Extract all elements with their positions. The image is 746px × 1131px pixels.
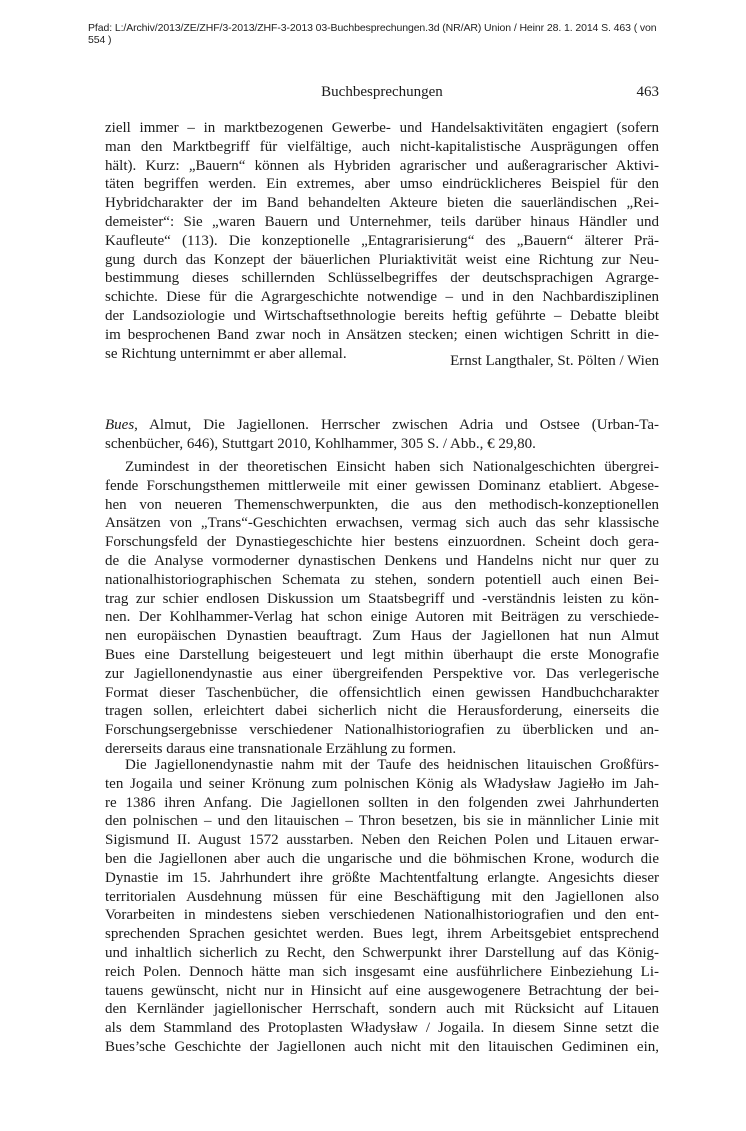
text-line: hen von neueren Themenschwerpunkten, die aus den methodisch-konzeptionellen — [105, 496, 659, 513]
text-line: Format dieser Taschenbücher, die offensichtlich einen gewissen Handbuchcharakter — [105, 684, 659, 701]
page-number: 463 — [636, 84, 659, 100]
running-head — [105, 84, 659, 104]
text-line: den Kernländer jagiellonischer Herrschaft, sondern auch mit Rücksicht auf Litauen — [105, 1001, 659, 1018]
text-line: Bues eine Darstellung beigesteuert und legt mithin überhaupt die erste Monografie — [105, 646, 659, 663]
paragraph — [105, 756, 659, 1057]
text-line: re 1386 ihren Anfang. Die Jagiellonen sollten in den folgenden zwei Jahrhunderten — [105, 794, 659, 811]
text-line: schichte. Diese für die Agrargeschichte notwendige – und in den Nachbardisziplinen — [105, 289, 659, 306]
review-paragraph-intro — [105, 458, 659, 759]
text-line: zur Jagiellonendynastie aus einer übergreifenden Perspektive vor. Das verlegerische — [105, 665, 659, 682]
text-line: Hybridcharakter der im Band behandelten Akteure bieten die sauerländischen „Rei- — [105, 195, 659, 212]
author-surname: Bues — [105, 417, 135, 433]
text-line: se Richtung unternimmt er aber allemal. — [105, 345, 347, 362]
text-line: Forschungsfeld der Dynastiegeschichte hier bestens einzuordnen. Scheint doch gera- — [105, 534, 659, 551]
paragraph — [105, 119, 659, 363]
review-bibliographic-heading — [105, 416, 659, 454]
text-line: Die Jagiellonendynastie nahm mit der Taufe des heidnischen litauischen Großfürs- — [125, 757, 659, 773]
text-line: Sigismund II. August 1572 ausstarben. Neben den Reichen Polen und Litauen erwar- — [105, 832, 659, 849]
paragraph — [105, 416, 659, 454]
text-line: demeister“: Sie „waren Bauern und Unternehmer, teils darüber hinaus Händler und — [105, 213, 659, 230]
reviewer-signature: Ernst Langthaler, St. Pölten / Wien — [450, 353, 659, 369]
text-line: de die Analyse vormoderner dynastischen Denkens und Handelns nicht nur quer zu — [105, 552, 659, 569]
heading-text: , Almut, Die Jagiellonen. Herrscher zwischen Adria und Ostsee (Urban-Ta- — [134, 417, 659, 433]
text-line: gung durch das Konzept der bäuerlichen Pluriaktivität weist eine Richtung zur Neu- — [105, 251, 659, 268]
text-line: trag zur schier endlosen Diskussion um Staatsbegriff und -verständnis leisten zu kön- — [105, 590, 659, 607]
text-line: territorialen Ausdehnung müssen für eine Beschäftigung mit den Jagiellonen also — [105, 888, 659, 905]
text-line: nen europäischen Dynastien beauftragt. Zum Haus der Jagiellonen hat nun Almut — [105, 628, 659, 645]
text-line: Zumindest in der theoretischen Einsicht haben sich Nationalgeschichten übergrei- — [125, 459, 659, 475]
paragraph — [105, 458, 659, 759]
text-line: als dem Stammland des Protoplasten Władysław / Jogaila. In diesem Sinne setzt die — [105, 1020, 659, 1037]
text-line: und inhaltlich sicherlich zu Recht, den Schwerpunkt ihrer Darstellung auf das König- — [105, 944, 659, 961]
text-line: hält). Kurz: „Bauern“ können als Hybriden agrarischer und außeragrarischer Aktivi- — [105, 157, 659, 174]
text-line: ten Jogaila und seiner Krönung zum polnischen König als Władysław Jagiełło im Jah- — [105, 775, 659, 792]
text-line: bestimmung dieses schillernden Schlüsselbegriffes der deutschsprachigen Agrarge- — [105, 270, 659, 287]
running-title: Buchbesprechungen — [321, 84, 443, 100]
text-line: ben die Jagiellonen aber auch die ungarische und die böhmischen Krone, wodurch die — [105, 850, 659, 867]
text-line: reich Polen. Dennoch hätte man sich insgesamt eine ausführlichere Einbeziehung Li- — [105, 963, 659, 980]
text-line: Dynastie im 15. Jahrhundert ihre größte Machtentfaltung erlangte. Angesichts dieser — [105, 869, 659, 886]
file-path-line-1: Pfad: L:/Archiv/2013/ZE/ZHF/3-2013/ZHF-3-2013 03-Buchbesprechungen.3d (NR/AR) Union / Heinr 28. 1. 2014 S. 463 ( von — [88, 22, 657, 34]
text-line: der Landsoziologie und Wirtschaftsethnologie bereits heftig geführte – Debatte bleibt — [105, 307, 659, 324]
review-continuation-paragraph — [105, 119, 659, 363]
text-line: sprechenden Sprachen gesichtet werden. Bues legt, ihrem Arbeitsgebiet entsprechend — [105, 926, 659, 943]
file-path-header — [88, 22, 688, 46]
text-line: nationalhistoriographischen Schemata zu stehen, sondern potentiell auch einen Bei- — [105, 571, 659, 588]
text-line: fende Forschungsthemen mittlerweile mit einer gewissen Dominanz etabliert. Abgese- — [105, 477, 659, 494]
text-line: nen. Der Kohlhammer-Verlag hat schon einige Autoren mit Beiträgen zu verschiede- — [105, 609, 659, 626]
text-line: tauens gewünscht, nicht nur in Hinsicht auf eine ausgewogenere Betrachtung der bei- — [105, 982, 659, 999]
text-line: tragen sollen, erleichtert dabei sicherlich nicht die Herausforderung, einerseits die — [105, 703, 659, 720]
text-line: ziell immer – in marktbezogenen Gewerbe- und Handelsaktivitäten engagiert (sofern — [105, 120, 659, 136]
text-line: im besprochenen Band zwar noch in Ansätzen stecken; einen wichtigen Schritt in die- — [105, 326, 659, 343]
review-paragraph-dynasty — [105, 756, 659, 1057]
text-line: man den Marktbegriff für vielfältige, auch nicht-kapitalistische Ausprägungen offen — [105, 138, 659, 155]
text-line: dererseits daraus eine transnationale Erzählung zu formen. — [105, 740, 457, 757]
heading-line: schenbücher, 646), Stuttgart 2010, Kohlhammer, 305 S. / Abb., € 29,80. — [105, 435, 536, 452]
text-line: Bues’sche Geschichte der Jagiellonen auch nicht mit den litauischen Gediminen ein, — [105, 1038, 659, 1055]
text-line: Kaufleute“ (113). Die konzeptionelle „Entagrarisierung“ des „Bauern“ älterer Prä- — [105, 232, 659, 249]
file-path-line-2: 554 ) — [88, 34, 112, 46]
text-line: den polnischen – und den litauischen – Thron besetzen, bis sie in männlicher Linie mit — [105, 813, 659, 830]
text-line: täten begriffen werden. Ein extremes, aber umso eindrücklicheres Beispiel für den — [105, 176, 659, 193]
text-line: Forschungsergebnisse verschiedener Nationalhistoriografien zu überblicken und an- — [105, 722, 659, 739]
heading-line — [105, 416, 659, 435]
text-line: Ansätzen von „Trans“-Geschichten erwachsen, vermag sich auch das sehr klassische — [105, 515, 659, 532]
text-line: Vorarbeiten in mindestens sieben verschiedenen Nationalhistoriografien und den ent- — [105, 907, 659, 924]
